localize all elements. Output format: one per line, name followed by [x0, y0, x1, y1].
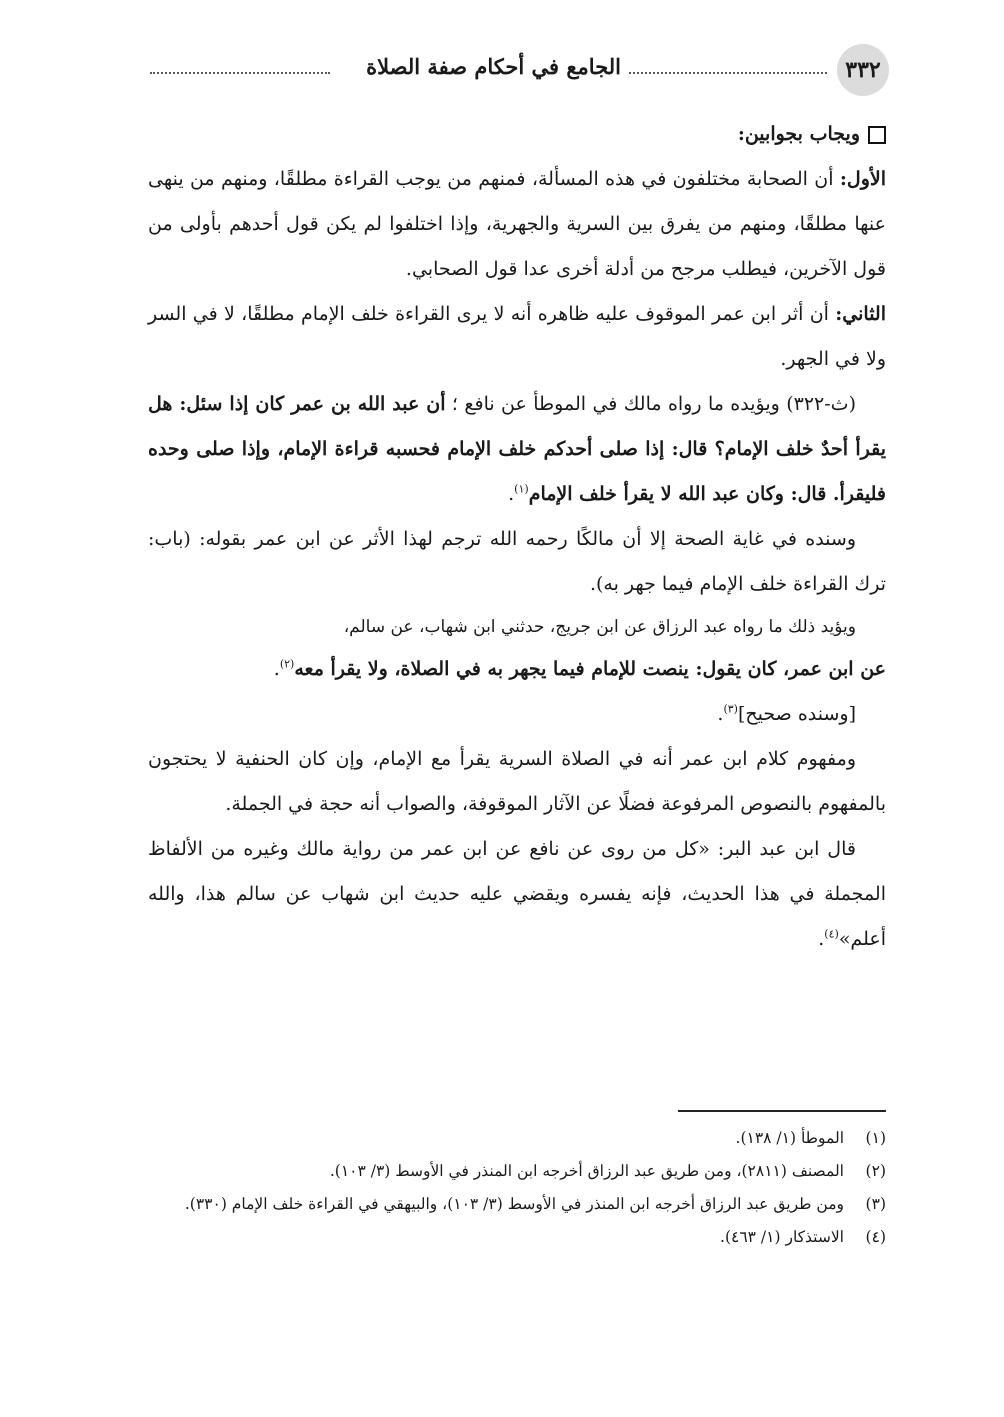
second-answer-text: أن أثر ابن عمر الموقوف عليه ظاهره أنه لا يرى القراءة خلف الإمام مطلقًا، لا في السر ولا في الجهر.: [148, 303, 886, 370]
page-header: [140, 44, 889, 100]
abdurrazzaq-intro: ويؤيد ذلك ما رواه عبد الرزاق عن ابن جريج، حدثني ابن شهاب، عن سالم،: [343, 617, 856, 637]
first-answer-label: الأول:: [839, 168, 886, 190]
first-answer-text: أن الصحابة مختلفون في هذه المسألة، فمنهم من يوجب القراءة مطلقًا، ومنهم من ينهى عنها مطلقًا، ومنهم من يفرق بين السرية والجهرية، وإذا اختلفوا لم يكن قول أحدهم بأولى من قول الآخرين، فيطلب مرجح من أدلة أخرى عدا قول الصحابي.: [148, 168, 886, 280]
footnote-item: [148, 1221, 886, 1254]
abdurrazzaq-end: .: [273, 658, 280, 680]
header-dotted-rule: [150, 72, 330, 74]
footnotes: [148, 1110, 886, 1254]
checkbox-icon: [868, 126, 886, 144]
footnote-ref-2: (٢): [279, 657, 295, 671]
section-heading-text: ويجاب بجوابين:: [737, 123, 860, 145]
main-text: [148, 112, 886, 962]
athar-end: .: [508, 483, 515, 505]
header-dotted-rule: [629, 72, 827, 74]
second-answer-paragraph: [148, 292, 886, 382]
athar-quote: أن عبد الله بن عمر كان إذا سئل: هل يقرأ أحدٌ خلف الإمام؟ قال: إذا صلى أحدكم خلف الإمام فحسبه قراءة الإمام، وإذا صلى وحده فليقرأ. قال: وكان عبد الله لا يقرأ خلف الإمام: [148, 393, 886, 505]
athar-paragraph: [148, 382, 886, 517]
footnote-separator: [678, 1110, 886, 1112]
mafhum-paragraph: ومفهوم كلام ابن عمر أنه في الصلاة السرية يقرأ مع الإمام، وإن كان الحنفية لا يحتجون بالمفهوم بالنصوص المرفوعة فضلًا عن الآثار الموقوفة، والصواب أنه حجة في الجملة.: [148, 748, 886, 815]
sahih-end: .: [717, 703, 724, 725]
first-answer-paragraph: [148, 157, 886, 292]
footnote-text: المصنف (٢٨١١)، ومن طريق عبد الرزاق أخرجه ابن المنذر في الأوسط (٣/ ١٠٣).: [329, 1162, 844, 1180]
ibn-abdilbarr-paragraph: [148, 827, 886, 962]
section-heading: [148, 112, 886, 157]
footnote-number: (٤): [865, 1228, 886, 1246]
ibn-abdilbarr-text: قال ابن عبد البر: «كل من روى عن نافع عن ابن عمر من رواية مالك وغيره من الألفاظ المجملة في هذا الحديث، فإنه يفسره ويقضي عليه حديث ابن شهاب عن سالم هذا، والله أعلم»: [148, 838, 886, 950]
abdurrazzaq-quote: عن ابن عمر، كان يقول: ينصت للإمام فيما يجهر به في الصلاة، ولا يقرأ معه: [294, 658, 886, 680]
footnote-ref-3: (٣): [723, 702, 738, 716]
footnote-item: [148, 1188, 886, 1221]
ibn-abdilbarr-end: .: [818, 928, 825, 950]
footnote-text: الاستذكار (١/ ٤٦٣).: [720, 1228, 844, 1246]
second-answer-label: الثاني:: [835, 303, 886, 325]
footnote-number: (٢): [865, 1162, 886, 1180]
footnote-number: (٣): [865, 1195, 886, 1213]
footnote-number: (١): [865, 1129, 886, 1147]
page-number: ٣٣٢: [837, 44, 889, 96]
sahih-text: [وسنده صحيح]: [737, 703, 856, 725]
footnote-ref-4: (٤): [824, 927, 839, 941]
athar-prefix: (ث-٣٢٢) ويؤيده ما رواه مالك في الموطأ عن نافع ؛: [445, 393, 856, 415]
sanad-paragraph: وسنده في غاية الصحة إلا أن مالكًا رحمه الله ترجم لهذا الأثر عن ابن عمر بقوله: (باب: ترك القراءة خلف الإمام فيما جهر به).: [148, 528, 886, 595]
footnote-text: ومن طريق عبد الرزاق أخرجه ابن المنذر في الأوسط (٣/ ١٠٣)، والبيهقي في القراءة خلف الإمام (٣٣٠).: [184, 1195, 844, 1213]
footnote-item: [148, 1155, 886, 1188]
footnote-ref-1: (١): [514, 482, 529, 496]
abdurrazzaq-quote-paragraph: [148, 647, 886, 692]
running-title: الجامع في أحكام صفة الصلاة: [366, 54, 621, 79]
sahih-note: [148, 692, 886, 737]
footnote-text: الموطأ (١/ ١٣٨).: [735, 1129, 844, 1147]
footnote-item: [148, 1122, 886, 1155]
